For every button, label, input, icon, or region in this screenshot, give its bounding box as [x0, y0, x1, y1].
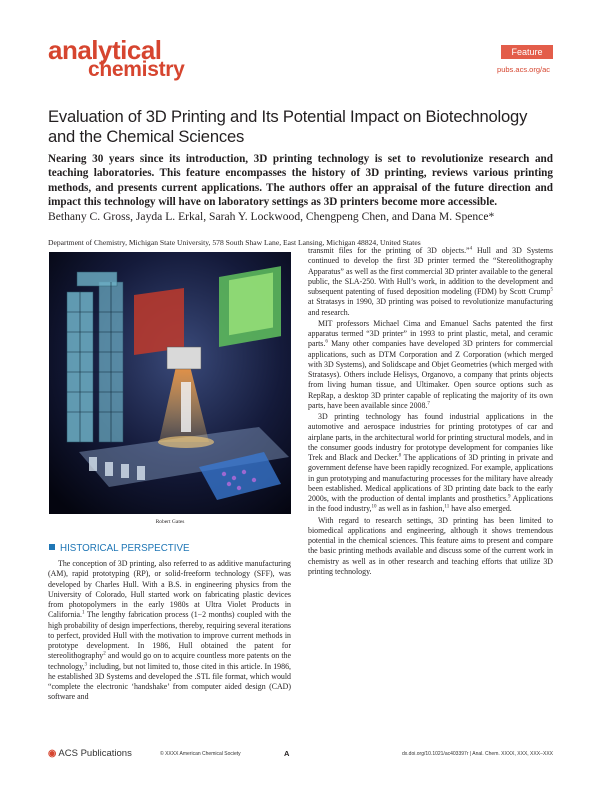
doi-citation[interactable]: dx.doi.org/10.1021/ac403397r | Anal. Chem. XXXX, XXX, XXX−XXX — [402, 751, 553, 757]
article-abstract: Nearing 30 years since its introduction, 3D printing technology is set to revolutionize research and teaching laboratories. This feature encompasses the history of 3D printing, reviews various printing methods, and presents current applications. The authors offer an appraisal of the future direction and impact this technology will have on laboratory settings as 3D printers become more accessible. — [48, 153, 553, 208]
body-paragraph: 3D printing technology has found industrial applications in the automotive and aerospace industries for printing prototypes of car and airplane parts, in the architectural world for printing structural models, and in the consumer goods industry for prototype development for companies like Trek and Black and Decker.$^8$ The applications of 3D printing in private and government defense have been rapidly recognized. For example, applications in gun prototyping and manufacturing processes for the military have already been established. Medical applications of 3D printing date back to the early 2000s, with the production of dental implants and prosthetics.$^9$ Applications in the food industry,$^{10}$ as well as in fashion,$^{11}$ have also emerged. — [308, 412, 553, 514]
section-heading-text: HISTORICAL PERSPECTIVE — [60, 543, 190, 554]
body-paragraph: MIT professors Michael Cima and Emanuel Sachs patented the first apparatus termed “3D printer” in 1993 to print plastic, metal, and ceramic parts.$^6$ Many other companies have developed 3D printers for commercial applications, such as DTM Corporation and Z Corporation (which merged with 3D Systems), and Solidscape and Objet Geometries (which merged with Stratasys). Others include Helisys, Organovo, a company that prints objects from living human tissue, and Ultimaker. Open source options such as RepRap, a desktop 3D printer capable of replicating the majority of its own parts, have been available since 2008.$^7$ — [308, 318, 553, 410]
author-affiliation: Department of Chemistry, Michigan State University, 578 South Shaw Lane, East Lansing, Michigan 48824, United States — [48, 238, 421, 247]
red-mesh-panel — [134, 288, 184, 355]
reference-1[interactable]: 1 — [81, 610, 85, 616]
feature-badge: Feature — [501, 45, 553, 59]
journal-url[interactable]: pubs.acs.org/ac — [497, 65, 550, 74]
logo-line-analytical: analytical — [48, 35, 162, 65]
cover-illustration — [49, 252, 291, 514]
reference-7[interactable]: 7 — [427, 401, 430, 407]
copyright-notice: © XXXX American Chemical Society — [160, 751, 241, 757]
figure-credit: Robert Gates — [155, 519, 185, 525]
logo-line-chemistry: chemistry — [88, 58, 185, 82]
body-paragraph: transmit files for the printing of 3D objects.”$^4$ Hull and 3D Systems continued to develop the first 3D printer termed the “Stereolithography Apparatus” as well as the first commercial 3D printer available to the general public, the SLA-250. With Hull’s work, in addition to the development and subsequent patenting of fused deposition modeling (FDM) by Scott Crump$^5$ at Stratasys in 1990, 3D printing was poised to revolutionize manufacturing and research. — [308, 246, 554, 317]
body-column-right — [308, 246, 553, 578]
acs-emblem-icon: ◉ — [48, 748, 57, 759]
printed-tube — [181, 382, 191, 432]
author-list: Bethany C. Gross, Jayda L. Erkal, Sarah Y. Lockwood, Chengpeng Chen, and Dana M. Spence* — [48, 210, 495, 223]
reference-5[interactable]: 5 — [550, 287, 553, 293]
reference-8[interactable]: 8 — [398, 453, 402, 459]
publisher-name: ACS Publications — [58, 748, 132, 759]
body-paragraph: With regard to research settings, 3D printing has been limited to biomedical applications and engineering, although it shows tremendous potential in the chemical sciences. This feature aims to present and compare the basic printing methods available and discuss some of the current work in chemistry as well as in other research and teaching efforts that utilize 3D printing technology. — [308, 515, 553, 576]
section-heading — [49, 543, 190, 554]
glow-spot — [158, 436, 214, 448]
section-marker-icon — [49, 544, 55, 550]
page-number: A — [284, 749, 290, 758]
green-plate-inner — [229, 273, 273, 336]
reference-11[interactable]: 11 — [444, 504, 450, 510]
article-title: Evaluation of 3D Printing and Its Potential Impact on Biotechnology and the Chemical Sciences — [48, 107, 528, 146]
reference-9[interactable]: 9 — [508, 494, 511, 500]
page-footer — [48, 747, 553, 763]
print-head — [167, 347, 201, 369]
body-paragraph: The conception of 3D printing, also referred to as additive manufacturing (AM), rapid prototyping (RP), or solid-freeform technology (SFF), was developed by Charles Hull. With a B.S. in engineering physics from the University of Colorado, Hull started work on fabricating plastic devices from photopolymers in the early 1980s at Ultra Violet Products in California.$^1$ The lengthy fabrication process (1−2 months) coupled with the high probability of design imperfections, thereby, requiring several iterations to perfect, provided Hull with the motivation to improve current methods in prototype development. In 1986, Hull obtained the patent for stereolithography$^2$ and would go on to acquire countless more patents on the technology,$^3$ including, but not limited to, those cited in this article. In 1986, he established 3D Systems and developed the .STL file format, which would “complete the electronic ‘handshake’ from computer aided design (CAD) software and — [48, 559, 291, 702]
reference-4[interactable]: 4 — [469, 246, 473, 252]
body-column-left — [48, 559, 291, 703]
reference-3[interactable]: 3 — [84, 661, 88, 667]
reference-10[interactable]: 10 — [371, 504, 377, 510]
publisher-logo[interactable] — [48, 748, 132, 759]
journal-logo — [48, 35, 185, 82]
reference-2[interactable]: 2 — [103, 651, 106, 657]
reference-6[interactable]: 6 — [325, 339, 328, 345]
